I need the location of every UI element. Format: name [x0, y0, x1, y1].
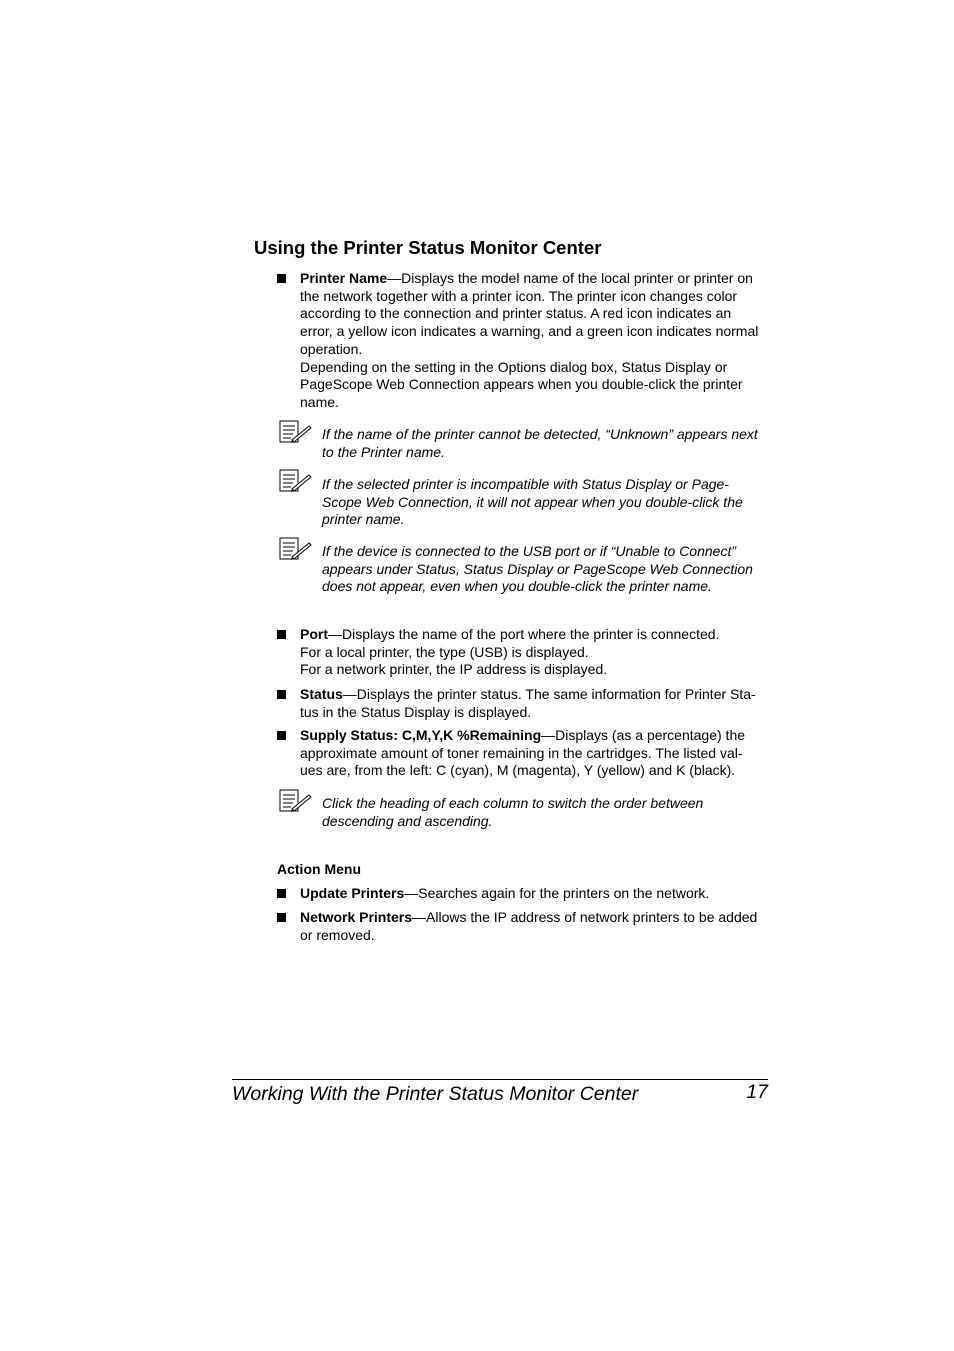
- network-printers-desc: —Allows the IP address of network printers to be added: [412, 909, 758, 925]
- note-3: [322, 543, 772, 596]
- port-line: For a network printer, the IP address is displayed.: [300, 661, 608, 678]
- bullet-marker: [277, 274, 286, 283]
- note-pencil-icon: [279, 789, 313, 813]
- note-line: If the device is connected to the USB port or if “Unable to Connect”: [322, 543, 736, 559]
- printer-name-line: the network together with a printer icon. The printer icon changes color: [300, 287, 738, 304]
- page-number: 17: [746, 1081, 768, 1103]
- port-desc: —Displays the name of the port where the printer is connected.: [328, 626, 720, 642]
- printer-name-line: operation.: [300, 340, 363, 357]
- note-line: If the name of the printer cannot be detected, “Unknown” appears next: [322, 426, 758, 442]
- status-desc: —Displays the printer status. The same information for Printer Sta-: [342, 686, 756, 702]
- note-line: Click the heading of each column to switch the order between: [322, 795, 704, 811]
- supply-term: Supply Status: C,M,Y,K %Remaining: [300, 727, 542, 743]
- note-line: printer name.: [322, 511, 405, 528]
- note-line: appears under Status, Status Display or PageScope Web Connection: [322, 560, 753, 577]
- note-line: does not appear, even when you double-click the printer name.: [322, 578, 712, 595]
- note-line: Scope Web Connection, it will not appear when you double-click the: [322, 493, 743, 510]
- note-pencil-icon: [279, 469, 313, 493]
- printer-name-term: Printer Name: [300, 270, 388, 286]
- status-item: [300, 686, 770, 721]
- note-line: If the selected printer is incompatible with Status Display or Page-: [322, 476, 729, 492]
- footer-rule: [232, 1079, 768, 1080]
- network-printers-item: [300, 909, 770, 944]
- network-printers-term: Network Printers: [300, 909, 413, 925]
- port-term: Port: [300, 626, 328, 642]
- note-pencil-icon: [279, 537, 313, 561]
- printer-name-line: Depending on the setting in the Options dialog box, Status Display or: [300, 358, 728, 375]
- port-line: For a local printer, the type (USB) is displayed.: [300, 643, 589, 660]
- printer-name-line: name.: [300, 393, 339, 410]
- supply-line: approximate amount of toner remaining in the cartridges. The listed val-: [300, 744, 743, 761]
- supply-item: [300, 727, 770, 780]
- action-menu-heading: Action Menu: [277, 861, 361, 877]
- bullet-marker: [277, 690, 286, 699]
- update-printers-item: [300, 885, 770, 903]
- printer-name-line: PageScope Web Connection appears when you double-click the printer: [300, 376, 743, 393]
- note-2: [322, 476, 772, 529]
- bullet-marker: [277, 889, 286, 898]
- bullet-marker: [277, 630, 286, 639]
- network-printers-line: or removed.: [300, 926, 375, 943]
- printer-name-line: according to the connection and printer status. A red icon indicates an: [300, 305, 732, 322]
- port-item: [300, 626, 770, 679]
- printer-name-desc: —Displays the model name of the local printer or printer on: [387, 270, 753, 286]
- page-heading: Using the Printer Status Monitor Center: [254, 237, 602, 258]
- bullet-marker: [277, 731, 286, 740]
- printer-name-line: error, a yellow icon indicates a warning, and a green icon indicates normal: [300, 323, 759, 340]
- note-1: [322, 426, 772, 461]
- note-pencil-icon: [279, 420, 313, 444]
- printer-name-item: [300, 270, 770, 412]
- bullet-marker: [277, 913, 286, 922]
- status-term: Status: [300, 686, 343, 702]
- status-line: tus in the Status Display is displayed.: [300, 703, 532, 720]
- supply-desc: —Displays (as a percentage) the: [541, 727, 746, 743]
- footer-title: Working With the Printer Status Monitor Center: [232, 1083, 639, 1105]
- update-printers-term: Update Printers: [300, 885, 405, 901]
- supply-line: ues are, from the left: C (cyan), M (magenta), Y (yellow) and K (black).: [300, 762, 736, 779]
- note-4: [322, 795, 772, 830]
- note-line: descending and ascending.: [322, 812, 493, 829]
- note-line: to the Printer name.: [322, 443, 445, 460]
- update-printers-desc: —Searches again for the printers on the network.: [404, 885, 710, 901]
